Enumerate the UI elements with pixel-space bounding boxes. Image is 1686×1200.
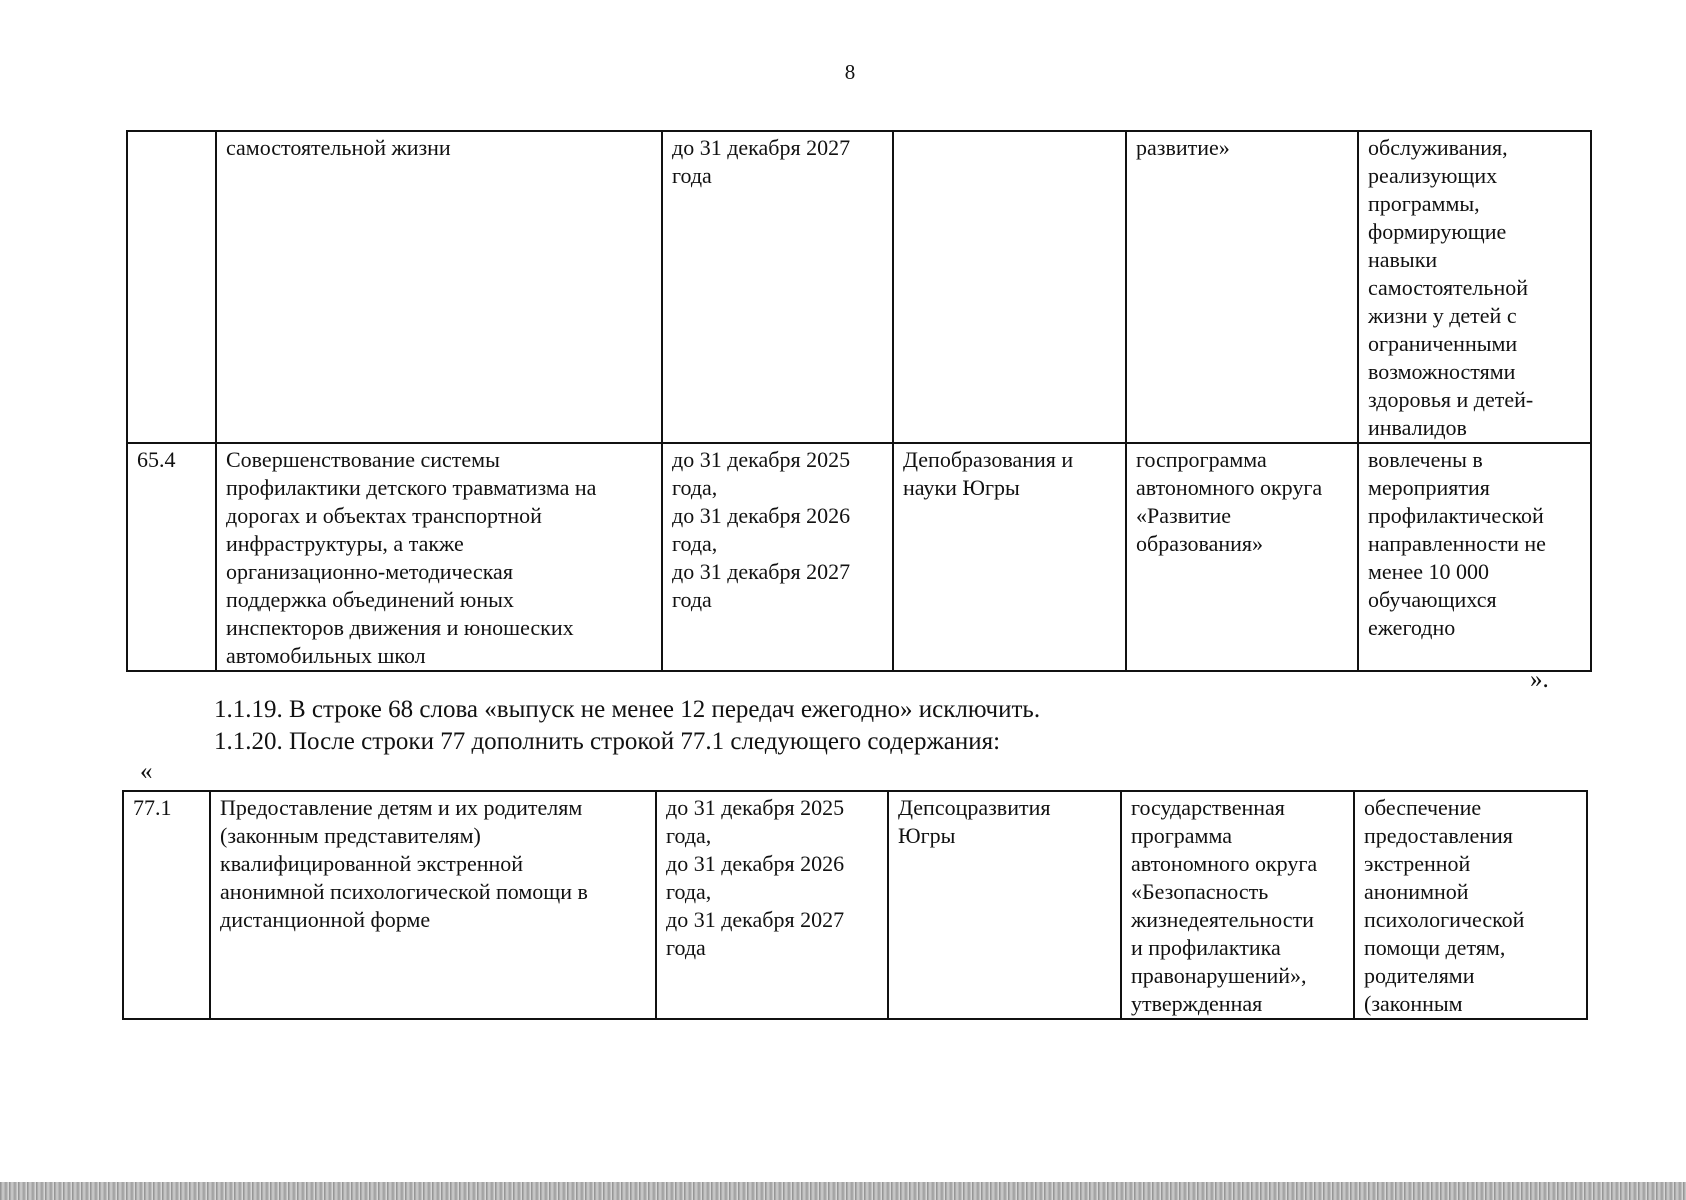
row-number: 77.1	[133, 795, 172, 820]
cell-line: госпрограмма	[1136, 447, 1267, 472]
cell-line: менее 10 000	[1368, 559, 1489, 584]
cell-line: образования»	[1136, 531, 1264, 556]
cell-line: реализующих	[1368, 163, 1498, 188]
cell-line: квалифицированной экстренной	[220, 851, 524, 876]
cell-line: дистанционной форме	[220, 907, 431, 932]
activity-cell	[216, 443, 662, 671]
source-cell	[1121, 791, 1354, 1019]
closing-quote: ».	[1530, 666, 1549, 693]
paragraph-1-1-19: 1.1.19. В строке 68 слова «выпуск не менее 12 передач ежегодно» исключить.	[214, 696, 1041, 723]
cell-line: года,	[672, 531, 718, 556]
deadline-cell	[662, 443, 893, 671]
executor-cell	[893, 443, 1126, 671]
cell-line: автомобильных школ	[226, 643, 426, 668]
row-number-cell	[127, 443, 216, 671]
cell-line: года,	[666, 823, 712, 848]
cell-line: профилактической	[1368, 503, 1544, 528]
cell-line: предоставления	[1364, 823, 1513, 848]
source-cell	[1126, 443, 1358, 671]
cell-line: до 31 декабря 2027	[672, 135, 851, 160]
row-number-cell	[127, 131, 216, 443]
cell-line: мероприятия	[1368, 475, 1490, 500]
cell-line: инспекторов движения и юношеских	[226, 615, 574, 640]
cell-line: до 31 декабря 2026	[672, 503, 851, 528]
row-number-cell	[123, 791, 210, 1019]
cell-line: правонарушений»,	[1131, 963, 1307, 988]
cell-line: «Безопасность	[1131, 879, 1269, 904]
cell-line: поддержка объединений юных	[226, 587, 514, 612]
cell-line: Депобразования и	[903, 447, 1074, 472]
table-row	[127, 443, 1591, 671]
cell-line: утвержденная	[1131, 991, 1263, 1016]
activity-cell	[216, 131, 662, 443]
cell-line: возможностями	[1368, 359, 1516, 384]
cell-line: года,	[672, 475, 718, 500]
cell-line: Югры	[898, 823, 956, 848]
cell-line: психологической	[1364, 907, 1525, 932]
cell-line: до 31 декабря 2026	[666, 851, 845, 876]
cell-line: автономного округа	[1136, 475, 1323, 500]
cell-line: инфраструктуры, а также	[226, 531, 464, 556]
activity-cell	[210, 791, 656, 1019]
cell-line: навыки	[1368, 247, 1438, 272]
table-row	[123, 791, 1587, 1019]
deadline-cell	[656, 791, 888, 1019]
cell-line: Депсоцразвития	[898, 795, 1051, 820]
measures-table-new-row	[122, 790, 1588, 1020]
cell-line: до 31 декабря 2025	[672, 447, 851, 472]
cell-line: года	[672, 163, 712, 188]
cell-line: года	[672, 587, 712, 612]
cell-line: «Развитие	[1136, 503, 1232, 528]
cell-line: года,	[666, 879, 712, 904]
cell-line: до 31 декабря 2025	[666, 795, 845, 820]
cell-line: направленности не	[1368, 531, 1546, 556]
cell-line: дорогах и объектах транспортной	[226, 503, 542, 528]
cell-line: анонимной	[1364, 879, 1469, 904]
result-cell	[1354, 791, 1587, 1019]
page-number: 8	[844, 60, 856, 84]
cell-line: до 31 декабря 2027	[666, 907, 845, 932]
cell-line: обучающихся	[1368, 587, 1497, 612]
opening-quote: «	[140, 758, 153, 785]
cell-line: обеспечение	[1364, 795, 1482, 820]
cell-line: развитие»	[1136, 135, 1230, 160]
cell-line: автономного округа	[1131, 851, 1318, 876]
cell-line: науки Югры	[903, 475, 1020, 500]
cell-line: здоровья и детей-	[1368, 387, 1534, 412]
cell-line: профилактики детского травматизма на	[226, 475, 597, 500]
cell-line: экстренной	[1364, 851, 1471, 876]
cell-line: самостоятельной жизни	[226, 135, 451, 160]
cell-line: ограниченными	[1368, 331, 1518, 356]
source-cell	[1126, 131, 1358, 443]
cell-line: помощи детям,	[1364, 935, 1506, 960]
cell-line: обслуживания,	[1368, 135, 1508, 160]
cell-line: программы,	[1368, 191, 1480, 216]
result-cell	[1358, 131, 1591, 443]
cell-line: вовлечены в	[1368, 447, 1483, 472]
measures-table-continued	[126, 130, 1592, 672]
cell-line: самостоятельной	[1368, 275, 1528, 300]
cell-line: государственная	[1131, 795, 1285, 820]
table-row	[127, 131, 1591, 443]
executor-cell	[893, 131, 1126, 443]
cell-line: программа	[1131, 823, 1233, 848]
paragraph-1-1-20: 1.1.20. После строки 77 дополнить строкой 77.1 следующего содержания:	[214, 728, 1001, 755]
executor-cell	[888, 791, 1121, 1019]
cell-line: и профилактика	[1131, 935, 1281, 960]
cell-line: до 31 декабря 2027	[672, 559, 851, 584]
cell-line: жизнедеятельности	[1131, 907, 1314, 932]
cell-line: жизни у детей с	[1368, 303, 1517, 328]
cell-line: года	[666, 935, 706, 960]
deadline-cell	[662, 131, 893, 443]
cell-line: организационно-методическая	[226, 559, 513, 584]
cell-line: Предоставление детям и их родителям	[220, 795, 583, 820]
cell-line: родителями	[1364, 963, 1475, 988]
cell-line: (законным	[1364, 991, 1463, 1016]
cell-line: Совершенствование системы	[226, 447, 500, 472]
cell-line: (законным представителям)	[220, 823, 481, 848]
scan-edge-artifact	[0, 1182, 1686, 1200]
result-cell	[1358, 443, 1591, 671]
cell-line: формирующие	[1368, 219, 1507, 244]
cell-line: ежегодно	[1368, 615, 1456, 640]
row-number: 65.4	[137, 447, 176, 472]
cell-line: анонимной психологической помощи в	[220, 879, 588, 904]
cell-line: инвалидов	[1368, 415, 1467, 440]
